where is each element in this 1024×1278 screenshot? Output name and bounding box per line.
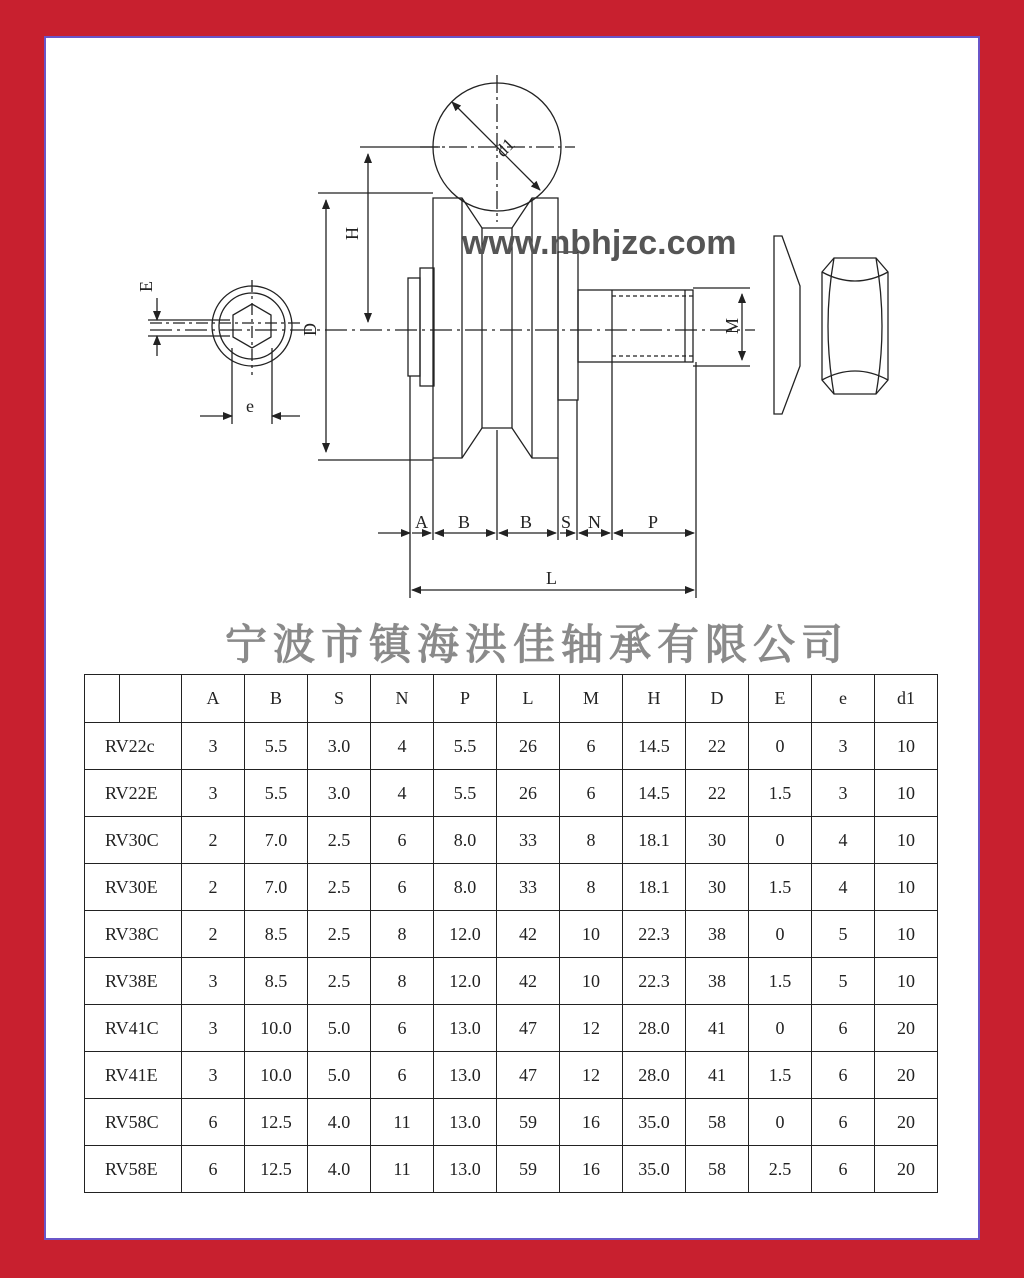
header-N: N: [371, 675, 434, 723]
model-cell: RV41C: [85, 1005, 182, 1052]
value-cell: 13.0: [434, 1099, 497, 1146]
value-cell: 0: [749, 911, 812, 958]
value-cell: 1.5: [749, 864, 812, 911]
value-cell: 4: [812, 817, 875, 864]
spec-table: [84, 674, 938, 1193]
value-cell: 5: [812, 911, 875, 958]
label-M: M: [722, 317, 742, 334]
value-cell: 58: [686, 1146, 749, 1193]
value-cell: 2.5: [308, 958, 371, 1005]
header-L: L: [497, 675, 560, 723]
hex-nut: [822, 258, 888, 394]
model-cell: RV22E: [85, 770, 182, 817]
value-cell: 22: [686, 723, 749, 770]
value-cell: 12.0: [434, 911, 497, 958]
label-D: D: [300, 323, 320, 336]
value-cell: 3.0: [308, 770, 371, 817]
value-cell: 30: [686, 817, 749, 864]
label-d1: d1: [491, 133, 519, 161]
header-corner: [85, 675, 182, 723]
label-S: S: [561, 512, 572, 532]
value-cell: 6: [812, 1052, 875, 1099]
value-cell: 28.0: [623, 1052, 686, 1099]
value-cell: 41: [686, 1052, 749, 1099]
value-cell: 47: [497, 1052, 560, 1099]
value-cell: 14.5: [623, 770, 686, 817]
value-cell: 12.0: [434, 958, 497, 1005]
value-cell: 2.5: [308, 911, 371, 958]
table-row: [85, 723, 938, 770]
label-B1: B: [458, 512, 471, 532]
value-cell: 3: [182, 958, 245, 1005]
label-N: N: [588, 512, 601, 532]
value-cell: 13.0: [434, 1052, 497, 1099]
table-row: [85, 817, 938, 864]
value-cell: 6: [560, 770, 623, 817]
value-cell: 4.0: [308, 1099, 371, 1146]
value-cell: 0: [749, 723, 812, 770]
value-cell: 12: [560, 1052, 623, 1099]
header-B: B: [245, 675, 308, 723]
value-cell: 22: [686, 770, 749, 817]
watermark-url: www.nbhjzc.com: [462, 224, 737, 262]
value-cell: 42: [497, 911, 560, 958]
table-row: [85, 770, 938, 817]
value-cell: 3: [182, 723, 245, 770]
value-cell: 6: [371, 864, 434, 911]
value-cell: 35.0: [623, 1146, 686, 1193]
value-cell: 20: [875, 1052, 938, 1099]
value-cell: 6: [371, 817, 434, 864]
model-cell: RV38E: [85, 958, 182, 1005]
value-cell: 41: [686, 1005, 749, 1052]
value-cell: 10: [875, 864, 938, 911]
value-cell: 1.5: [749, 958, 812, 1005]
value-cell: 5.5: [245, 770, 308, 817]
table-row: [85, 1005, 938, 1052]
value-cell: 6: [182, 1146, 245, 1193]
label-e: e: [246, 396, 254, 416]
label-L: L: [546, 568, 557, 588]
header-A: A: [182, 675, 245, 723]
value-cell: 4: [812, 864, 875, 911]
label-H: H: [342, 227, 362, 240]
value-cell: 1.5: [749, 1052, 812, 1099]
value-cell: 6: [812, 1005, 875, 1052]
value-cell: 18.1: [623, 864, 686, 911]
value-cell: 1.5: [749, 770, 812, 817]
model-cell: RV22c: [85, 723, 182, 770]
value-cell: 7.0: [245, 864, 308, 911]
value-cell: 42: [497, 958, 560, 1005]
value-cell: 38: [686, 958, 749, 1005]
model-cell: RV41E: [85, 1052, 182, 1099]
value-cell: 59: [497, 1146, 560, 1193]
table-row: [85, 958, 938, 1005]
value-cell: 2.5: [308, 864, 371, 911]
value-cell: 18.1: [623, 817, 686, 864]
value-cell: 4.0: [308, 1146, 371, 1193]
value-cell: 2: [182, 864, 245, 911]
value-cell: 8: [371, 958, 434, 1005]
value-cell: 11: [371, 1099, 434, 1146]
value-cell: 4: [371, 723, 434, 770]
value-cell: 5.5: [434, 770, 497, 817]
value-cell: 13.0: [434, 1005, 497, 1052]
value-cell: 5.5: [434, 723, 497, 770]
value-cell: 16: [560, 1146, 623, 1193]
table-row: [85, 911, 938, 958]
value-cell: 33: [497, 864, 560, 911]
table-row: [85, 1052, 938, 1099]
table-row: [85, 1099, 938, 1146]
header-e: e: [812, 675, 875, 723]
value-cell: 5: [812, 958, 875, 1005]
value-cell: 10: [560, 911, 623, 958]
value-cell: 0: [749, 817, 812, 864]
value-cell: 2: [182, 911, 245, 958]
value-cell: 8.0: [434, 817, 497, 864]
value-cell: 6: [182, 1099, 245, 1146]
value-cell: 10.0: [245, 1052, 308, 1099]
header-S: S: [308, 675, 371, 723]
value-cell: 47: [497, 1005, 560, 1052]
value-cell: 2.5: [308, 817, 371, 864]
value-cell: 10.0: [245, 1005, 308, 1052]
value-cell: 20: [875, 1146, 938, 1193]
label-E: E: [136, 281, 156, 292]
value-cell: 3: [182, 770, 245, 817]
value-cell: 13.0: [434, 1146, 497, 1193]
value-cell: 8.5: [245, 911, 308, 958]
model-cell: RV38C: [85, 911, 182, 958]
value-cell: 6: [812, 1099, 875, 1146]
model-cell: RV58C: [85, 1099, 182, 1146]
header-M: M: [560, 675, 623, 723]
value-cell: 6: [371, 1005, 434, 1052]
value-cell: 5.0: [308, 1052, 371, 1099]
value-cell: 2.5: [749, 1146, 812, 1193]
value-cell: 38: [686, 911, 749, 958]
value-cell: 12: [560, 1005, 623, 1052]
value-cell: 14.5: [623, 723, 686, 770]
value-cell: 30: [686, 864, 749, 911]
value-cell: 22.3: [623, 958, 686, 1005]
value-cell: 3: [812, 770, 875, 817]
header-P: P: [434, 675, 497, 723]
value-cell: 16: [560, 1099, 623, 1146]
label-P: P: [648, 512, 659, 532]
value-cell: 5.0: [308, 1005, 371, 1052]
value-cell: 3.0: [308, 723, 371, 770]
value-cell: 10: [875, 958, 938, 1005]
header-D: D: [686, 675, 749, 723]
table-row: [85, 1146, 938, 1193]
label-A: A: [415, 512, 428, 532]
value-cell: 6: [812, 1146, 875, 1193]
value-cell: 6: [560, 723, 623, 770]
value-cell: 6: [371, 1052, 434, 1099]
table-row: [85, 864, 938, 911]
value-cell: 0: [749, 1005, 812, 1052]
value-cell: 10: [875, 770, 938, 817]
model-cell: RV30C: [85, 817, 182, 864]
value-cell: 10: [875, 723, 938, 770]
label-B2: B: [520, 512, 533, 532]
value-cell: 8: [371, 911, 434, 958]
value-cell: 3: [182, 1005, 245, 1052]
value-cell: 26: [497, 723, 560, 770]
value-cell: 12.5: [245, 1146, 308, 1193]
header-E: E: [749, 675, 812, 723]
value-cell: 33: [497, 817, 560, 864]
washer: [774, 236, 800, 414]
table-header-row: [85, 675, 938, 723]
value-cell: 7.0: [245, 817, 308, 864]
value-cell: 20: [875, 1005, 938, 1052]
value-cell: 3: [812, 723, 875, 770]
value-cell: 22.3: [623, 911, 686, 958]
company-name: 宁波市镇海洪佳轴承有限公司: [224, 620, 849, 669]
value-cell: 10: [875, 911, 938, 958]
value-cell: 58: [686, 1099, 749, 1146]
value-cell: 10: [560, 958, 623, 1005]
value-cell: 3: [182, 1052, 245, 1099]
value-cell: 20: [875, 1099, 938, 1146]
model-cell: RV58E: [85, 1146, 182, 1193]
value-cell: 59: [497, 1099, 560, 1146]
value-cell: 8.0: [434, 864, 497, 911]
value-cell: 8: [560, 817, 623, 864]
header-d1: d1: [875, 675, 938, 723]
threaded-shaft: [578, 290, 693, 362]
value-cell: 11: [371, 1146, 434, 1193]
value-cell: 10: [875, 817, 938, 864]
value-cell: 2: [182, 817, 245, 864]
value-cell: 8.5: [245, 958, 308, 1005]
value-cell: 12.5: [245, 1099, 308, 1146]
model-cell: RV30E: [85, 864, 182, 911]
value-cell: 5.5: [245, 723, 308, 770]
value-cell: 4: [371, 770, 434, 817]
value-cell: 8: [560, 864, 623, 911]
value-cell: 35.0: [623, 1099, 686, 1146]
header-H: H: [623, 675, 686, 723]
value-cell: 28.0: [623, 1005, 686, 1052]
value-cell: 26: [497, 770, 560, 817]
value-cell: 0: [749, 1099, 812, 1146]
